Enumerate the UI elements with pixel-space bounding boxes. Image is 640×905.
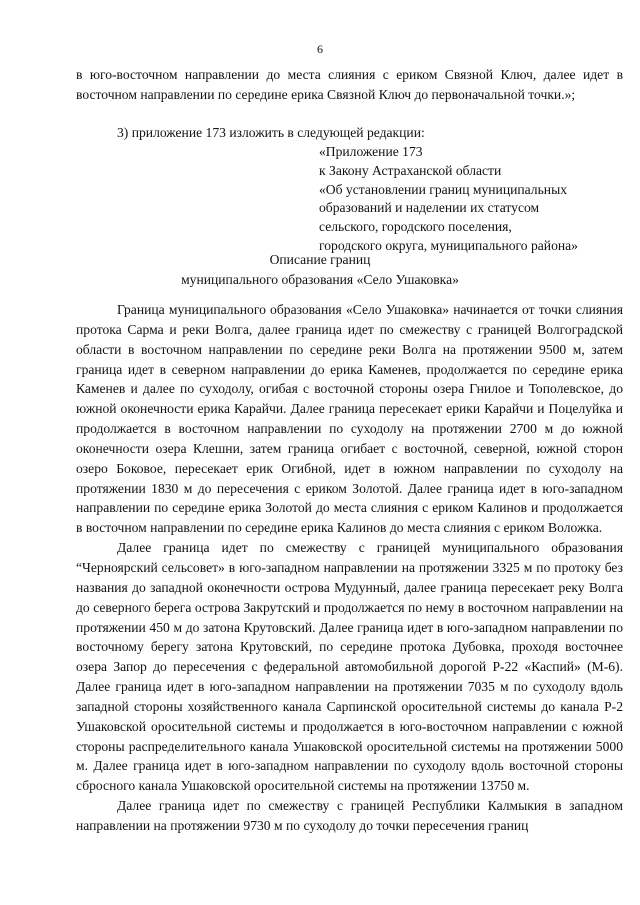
heading-line-1: Описание границ (269, 252, 371, 267)
annex-line: «Приложение 173 (319, 144, 423, 159)
annex-reference (319, 143, 619, 256)
annex-line: к Закону Астраханской области (319, 162, 502, 178)
amendment-item-3: 3) приложение 173 изложить в следующей редакции: (117, 125, 425, 140)
annex-line: «Об установлении границ муниципальных (319, 181, 567, 197)
section-heading (0, 250, 640, 290)
paragraph: Далее граница идет по смежеству с границей муниципального образования “Черноярский сельсовет» в юго-западном направлении на протяжении 3325 м по протоку без названия до западной оконечности острова Мудунный, далее граница пересекает реку Волга до северного берега острова Закрутский и продолжается по нему в восточном направлении на протяжении 450 м до затона Крутовский. Далее граница идет в юго-западном направлении по восточному берегу затона Крутовский, по середине протока Дубовка, проходя восточнее озера Запор до пересечения с федеральной автомобильной дорогой Р-22 «Каспий» (М-6). Далее граница идет в юго-западном направлении на протяжении 7035 м по суходолу вдоль западной стороны хозяйственного канала Сарпинской оросительной системы до канала Р-2 Ушаковской оросительной системы и продолжается в юго-восточном направлении с южной стороны распределительного канала Ушаковской оросительной системы на протяжении 5000 м. Далее граница идет в юго-западном направлении по суходолу вдоль восточной стороны сбросного канала Ушаковской оросительной системы на протяжении 13750 м. (76, 540, 623, 794)
boundary-description (76, 300, 623, 836)
page-number: 6 (317, 42, 323, 56)
annex-line: городского округа, муниципального района» (319, 237, 578, 253)
paragraph: Далее граница идет по смежеству с границей Республики Калмыкия в западном направлении на протяжении 9730 м по суходолу до точки пересечения границ (76, 798, 623, 833)
annex-line: сельского, городского поселения, (319, 219, 512, 235)
annex-line: образований и наделении их статусом (319, 200, 540, 216)
paragraph: Граница муниципального образования «Село Ушаковка» начинается от точки слияния протока Сарма и реки Волга, далее граница идет по смежеству с границей Волгоградской области в восточном направлении по середине реки Волга на протяжении 9500 м, затем граница идет в северном направлении до ерика Каменев, продолжается по середине ерика Каменев и далее по суходолу, огибая с восточной стороны озера Гнилое и Тополевское, до южной оконечности ерика Карайчи. Далее граница пересекает ерики Карайчи и Поцелуйка и продолжается в восточном направлении по суходолу на протяжении 2700 м до южной оконечности озера Клешни, затем граница огибает с восточной, северной, южной сторон озеро Боковое, пересекает ерик Огибной, идет в южном направлении по суходолу на протяжении 1830 м до пересечения с ериком Золотой. Далее граница идет в юго-западном направлении по середине ерика Золотой до места слияния с ериком Калинов и продолжается в восточном направлении по середине ерика Калинов до места слияния с ериком Воложка. (76, 302, 623, 536)
continuation-paragraph: в юго-восточном направлении до места слияния с ериком Связной Ключ, далее идет в восточном направлении по середине ерика Связной Ключ до первоначальной точки.»; (76, 67, 623, 102)
heading-line-2: муниципального образования «Село Ушаковка» (181, 272, 459, 287)
